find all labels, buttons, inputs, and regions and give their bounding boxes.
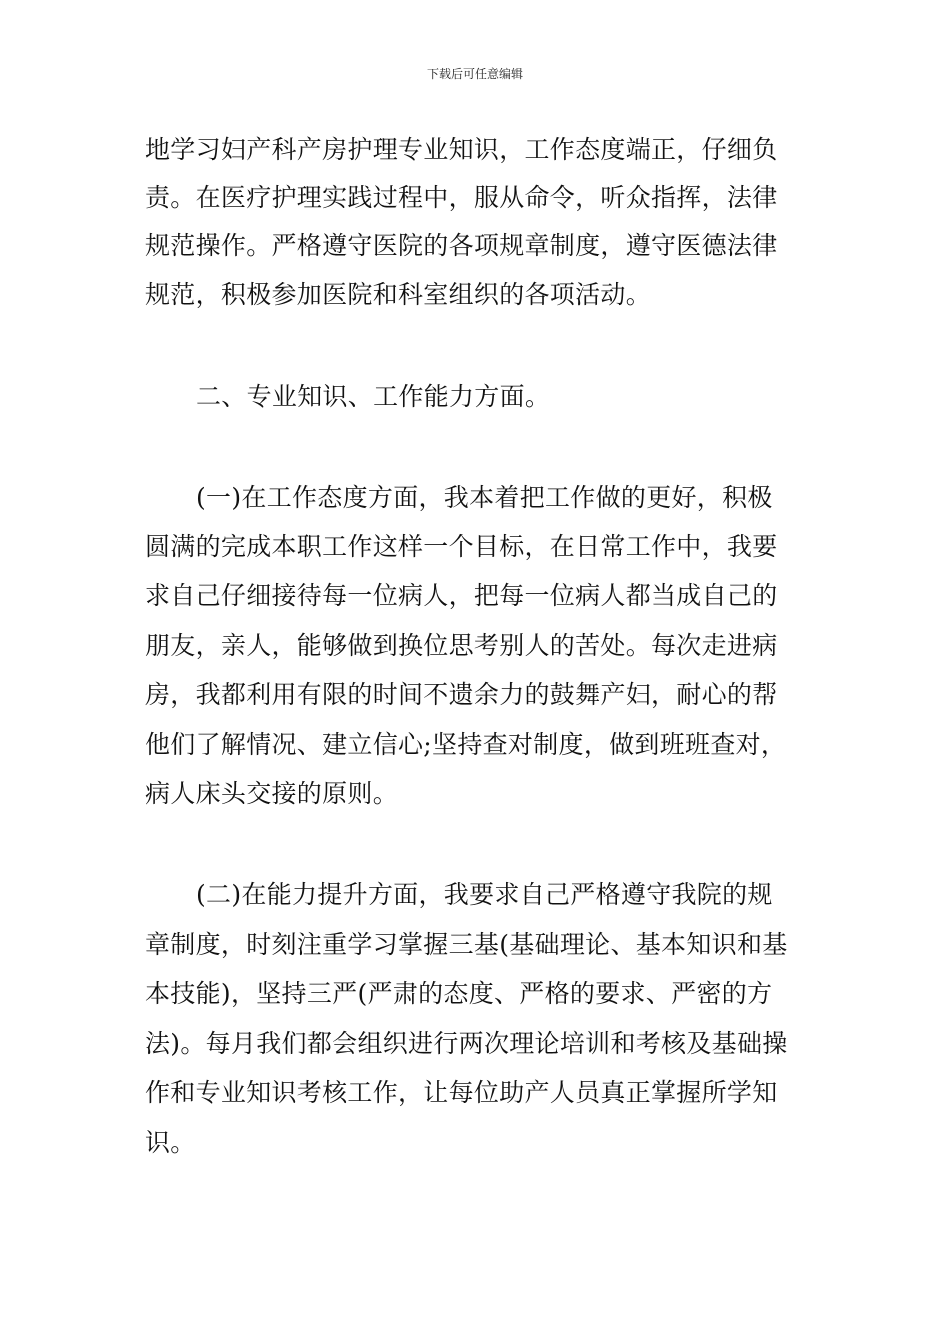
paragraph-line: 病人床头交接的原则。 xyxy=(145,779,399,808)
paragraph-line: 房，我都利用有限的时间不遗余力的鼓舞产妇，耐心的帮 xyxy=(145,680,778,709)
paragraph-line: 朋友，亲人，能够做到换位思考别人的苦处。每次走进病 xyxy=(145,631,778,660)
paragraph-line: 规范操作。严格遵守医院的各项规章制度，遵守医德法律 xyxy=(145,231,778,260)
paragraph-line: 求自己仔细接待每一位病人，把每一位病人都当成自己的 xyxy=(145,581,778,610)
paragraph-line: (一)在工作态度方面，我本着把工作做的更好，积极 xyxy=(196,483,773,512)
paragraph-line: 他们了解情况、建立信心;坚持查对制度，做到班班查对， xyxy=(145,730,787,759)
paragraph-line: 法)。每月我们都会组织进行两次理论培训和考核及基础操 xyxy=(145,1029,788,1058)
paragraph-line: 责。在医疗护理实践过程中，服从命令，听众指挥，法律 xyxy=(145,183,778,212)
page-header: 下载后可任意编辑 xyxy=(426,67,523,81)
section-heading: 二、专业知识、工作能力方面。 xyxy=(196,382,551,411)
paragraph-line: 本技能)，坚持三严(严肃的态度、严格的要求、严密的方 xyxy=(145,979,773,1008)
paragraph-line: 识。 xyxy=(145,1128,196,1157)
paragraph-line: 地学习妇产科产房护理专业知识，工作态度端正，仔细负 xyxy=(145,135,778,164)
paragraph-line: 圆满的完成本职工作这样一个目标，在日常工作中，我要 xyxy=(145,532,778,561)
paragraph-line: 章制度，时刻注重学习掌握三基(基础理论、基本知识和基 xyxy=(145,930,788,959)
paragraph-line: (二)在能力提升方面，我要求自己严格遵守我院的规 xyxy=(196,880,773,909)
paragraph-line: 作和专业知识考核工作，让每位助产人员真正掌握所学知 xyxy=(145,1078,778,1107)
paragraph-line: 规范，积极参加医院和科室组织的各项活动。 xyxy=(145,280,652,309)
